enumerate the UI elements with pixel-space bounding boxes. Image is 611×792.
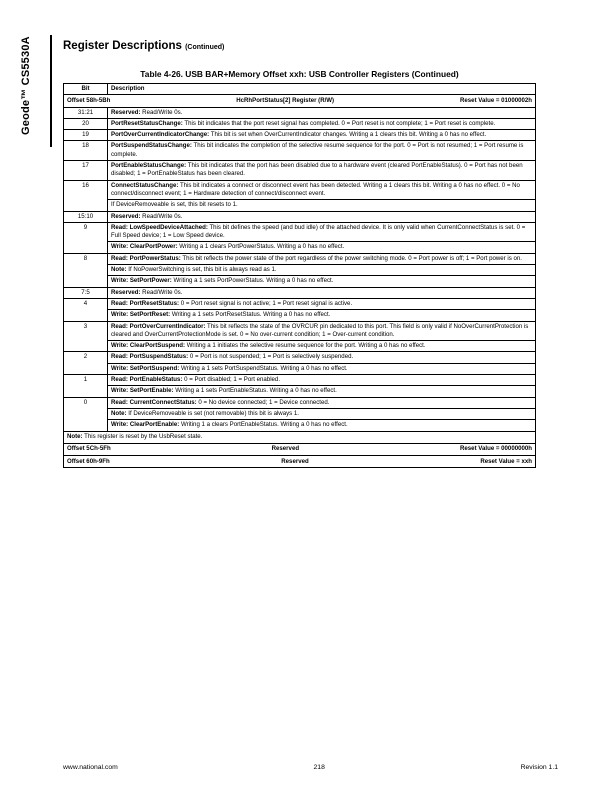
description-cell xyxy=(108,130,536,141)
description-part xyxy=(111,213,532,221)
bit-cell: 1 xyxy=(64,375,108,398)
bit-cell: 20 xyxy=(64,118,108,129)
field-text: 0 = Port reset signal is not active; 1 = Port reset signal is active. xyxy=(179,299,353,307)
field-text: Writing a 1 sets PortResetStatus. Writing a 0 has no effect. xyxy=(170,311,331,319)
field-label: Read: PortPowerStatus: xyxy=(111,254,181,262)
field-text: This bit is set when OverCurrentIndicator changes. Writing a 1 clears this bit. Writing a 0 has no effect. xyxy=(209,131,487,139)
description-part xyxy=(111,120,532,128)
description-part xyxy=(111,224,532,241)
table-row xyxy=(64,222,536,253)
field-label: Write: ClearPortPower: xyxy=(111,243,178,251)
table-row xyxy=(64,298,536,321)
description-part xyxy=(111,255,532,263)
field-label: Reserved: xyxy=(111,212,141,220)
table-row xyxy=(64,130,536,141)
reset-value: Reset Value = 00000000h xyxy=(460,445,532,453)
description-cell xyxy=(108,222,536,253)
field-label: Read: PortEnableStatus: xyxy=(111,376,183,384)
bit-cell: 19 xyxy=(64,130,108,141)
header-bit: Bit xyxy=(64,84,108,95)
header-description: Description xyxy=(108,84,536,95)
field-text: This bit indicates a connect or disconnect event has been detected. Writing a 1 clears this bit. Writing a 0 has no effect. 0 = No connect/disconnect event; 1 = Hardware detection of connect/disconnect event. xyxy=(111,181,520,197)
field-label: Write: ClearPortEnable: xyxy=(111,421,180,429)
field-label: Write: SetPortSuspend: xyxy=(111,364,180,372)
offset-label: Offset 58h-5Bh xyxy=(67,96,111,104)
bit-cell: 15:10 xyxy=(64,211,108,222)
bit-cell: 31:21 xyxy=(64,107,108,118)
note-row xyxy=(64,431,536,443)
offset-label: Offset 5Ch-5Fh xyxy=(67,445,111,453)
description-part xyxy=(108,419,535,429)
field-text: Writing a 1 clears PortPowerStatus. Writing a 0 has no effect. xyxy=(177,243,345,251)
field-text: Writing 1 a clears PortEnableStatus. Writing a 0 has no effect. xyxy=(179,421,348,429)
field-label: Write: SetPortReset: xyxy=(111,311,171,319)
field-text: This bit indicates that the port reset signal has completed. 0 = Port reset is not complete; 1 = Port reset is complete. xyxy=(182,119,496,127)
description-cell xyxy=(108,298,536,321)
description-part xyxy=(108,340,535,350)
field-label: PortOverCurrentIndicatorChange: xyxy=(111,131,210,139)
register-name: Reserved xyxy=(271,445,300,453)
description-part xyxy=(111,131,532,139)
table-row xyxy=(64,397,536,431)
field-label: Read: PortOverCurrentIndicator: xyxy=(111,322,206,330)
field-text: If DeviceRemoveable is set, this bit resets to 1. xyxy=(111,201,238,209)
footer-revision: Revision 1.1 xyxy=(520,764,558,771)
table-row xyxy=(64,180,536,211)
description-part xyxy=(108,199,535,209)
field-text: Writing a 1 initiates the selective resume sequence for the port. Writing a 0 has no effect. xyxy=(185,342,426,350)
field-text: 0 = Port disabled; 1 = Port enabled. xyxy=(182,376,281,384)
table-header-row xyxy=(64,84,536,95)
table-row xyxy=(64,352,536,375)
description-cell xyxy=(108,352,536,375)
description-part xyxy=(111,162,532,179)
register-name: Reserved xyxy=(281,457,309,465)
field-text: Read/Write 0s. xyxy=(140,212,183,220)
bit-cell: 17 xyxy=(64,161,108,181)
table-row xyxy=(64,211,536,222)
field-text: Writing a 1 sets PortSuspendStatus. Writing a 0 has no effect. xyxy=(179,364,348,372)
field-label: Read: PortResetStatus: xyxy=(111,299,180,307)
description-part xyxy=(108,241,535,251)
note-label: Note: xyxy=(67,433,83,440)
field-text: If NoPowerSwitching is set, this bit is always read as 1. xyxy=(126,266,277,274)
offset-row-60 xyxy=(64,456,536,468)
section-title-text: Register Descriptions xyxy=(63,40,182,52)
description-part xyxy=(108,363,535,373)
offset-row-5c xyxy=(64,443,536,455)
description-cell xyxy=(108,118,536,129)
description-part xyxy=(111,353,532,361)
note-text: This register is reset by the UsbReset state. xyxy=(82,433,203,440)
register-name: HcRhPortStatus[2] Register (R/W) xyxy=(236,96,335,104)
description-cell xyxy=(108,321,536,352)
field-label: Reserved: xyxy=(111,288,141,296)
description-cell xyxy=(108,287,536,298)
field-text: Read/Write 0s. xyxy=(140,288,183,296)
table-caption: Table 4-26. USB BAR+Memory Offset xxh: USB Controller Registers (Continued) xyxy=(140,69,459,79)
field-text: This bit indicates that the port has been disabled due to a hardware event (cleared PortEnableStatus). 0 = Port has not been disabled; 1 = PortEnableStatus has been cleared. xyxy=(111,162,523,178)
description-cell xyxy=(108,253,536,287)
field-text: Writing a 1 sets PortEnableStatus. Writing a 0 has no effect. xyxy=(173,387,337,395)
table-row xyxy=(64,118,536,129)
field-label: PortResetStatusChange: xyxy=(111,119,183,127)
table-row xyxy=(64,141,536,161)
register-table xyxy=(63,83,536,468)
field-label: Read: PortSuspendStatus: xyxy=(111,353,189,361)
table-row xyxy=(64,107,536,118)
description-part xyxy=(108,275,535,285)
footer-page-number: 218 xyxy=(313,764,325,771)
field-label: Note: xyxy=(111,266,127,274)
reset-value: Reset Value = 01000002h xyxy=(460,96,532,104)
field-label: Write: SetPortPower: xyxy=(111,277,172,285)
table-row xyxy=(64,321,536,352)
description-part xyxy=(111,323,532,340)
field-text: This bit reflects the power state of the port regardless of the power switching mode. 0 = Port power is off; 1 = Port power is on. xyxy=(180,254,522,262)
description-part xyxy=(111,142,532,159)
bit-cell: 7:5 xyxy=(64,287,108,298)
footer-website: www.national.com xyxy=(63,764,118,771)
description-part xyxy=(111,182,532,199)
bit-cell: 2 xyxy=(64,352,108,375)
reset-value: Reset Value = xxh xyxy=(480,457,532,465)
field-label: PortEnableStatusChange: xyxy=(111,162,187,170)
bit-cell: 9 xyxy=(64,222,108,253)
table-row xyxy=(64,287,536,298)
table-row xyxy=(64,253,536,287)
bit-cell: 18 xyxy=(64,141,108,161)
field-label: Reserved: xyxy=(111,108,141,116)
table-row xyxy=(64,161,536,181)
description-part xyxy=(111,399,532,407)
offset-label: Offset 60h-9Fh xyxy=(67,457,110,465)
field-text: This bit defines the speed (and bud idle) of the attached device. It is only valid when CurrentConnectStatus is set. 0 = Full Speed device; 1 = Low Speed device. xyxy=(111,223,526,240)
description-part xyxy=(108,408,535,418)
description-part xyxy=(108,264,535,274)
field-label: Read: CurrentConnectStatus: xyxy=(111,398,197,406)
description-cell xyxy=(108,141,536,161)
field-label: Read: LowSpeedDeviceAttached: xyxy=(111,223,208,231)
description-cell xyxy=(108,397,536,431)
section-continued: (Continued) xyxy=(185,44,225,51)
field-text: 0 = No device connected; 1 = Device connected. xyxy=(196,398,330,406)
offset-row-58 xyxy=(64,95,536,107)
description-part xyxy=(111,109,532,117)
field-label: Write: ClearPortSuspend: xyxy=(111,342,186,350)
field-text: If DeviceRemoveable is set (not removable) this bit is always 1. xyxy=(126,409,299,417)
field-text: This bit reflects the state of the OVRCUR pin dedicated to this port. This field is only valid if NoOverCurrentProtection is cleared and OverCurrentProtectionMode is set. 0 = No over-current condition; 1 = Over-current condition. xyxy=(111,322,529,338)
field-text: Writing a 1 sets PortPowerStatus. Writing a 0 has no effect. xyxy=(171,277,334,285)
field-label: ConnectStatusChange: xyxy=(111,181,179,189)
description-cell xyxy=(108,180,536,211)
description-part xyxy=(111,300,532,308)
field-text: Read/Write 0s. xyxy=(140,108,183,116)
description-cell xyxy=(108,375,536,398)
description-cell xyxy=(108,211,536,222)
bit-cell: 8 xyxy=(64,253,108,287)
bit-cell: 0 xyxy=(64,397,108,431)
field-text: 0 = Port is not suspended; 1 = Port is selectively suspended. xyxy=(188,353,354,361)
field-label: Write: SetPortEnable: xyxy=(111,387,174,395)
field-text: This bit indicates the completion of the selective resume sequence for the port. 0 = Port is not resumed; 1 = Port resume is complete. xyxy=(111,142,524,158)
bit-cell: 16 xyxy=(64,180,108,211)
description-cell xyxy=(108,107,536,118)
bit-cell: 4 xyxy=(64,298,108,321)
description-part xyxy=(108,385,535,395)
description-part xyxy=(111,376,532,384)
side-rule xyxy=(50,35,52,147)
field-label: Note: xyxy=(111,409,127,417)
document-side-title: Geode™ CS5530A xyxy=(20,36,32,135)
page-footer xyxy=(63,764,558,771)
description-part xyxy=(111,289,532,297)
description-part xyxy=(108,309,535,319)
table-row xyxy=(64,375,536,398)
section-title xyxy=(63,40,224,52)
field-label: PortSuspendStatusChange: xyxy=(111,142,192,150)
bit-cell: 3 xyxy=(64,321,108,352)
description-cell xyxy=(108,161,536,181)
